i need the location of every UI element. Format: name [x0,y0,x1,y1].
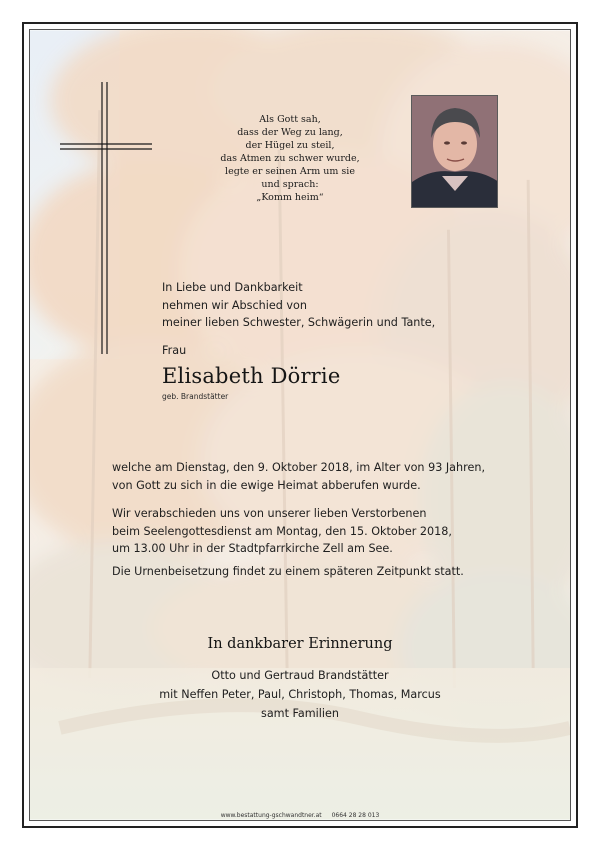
service-line: Wir verabschieden uns von unserer lieben Verstorbenen [112,507,427,520]
salutation: Frau [162,344,187,357]
footer-website-link[interactable]: www.bestattung-gschwandtner.at [220,812,322,819]
signers [0,666,600,723]
footer [0,812,600,819]
poem-line: das Atmen zu schwer wurde, [220,153,360,164]
passing-line: von Gott zu sich in die ewige Heimat abberufen wurde. [112,478,421,492]
urn-note: Die Urnenbeisetzung findet zu einem späteren Zeitpunkt statt. [112,565,464,578]
signer-line: Otto und Gertraud Brandstätter [211,669,389,682]
signer-line: samt Familien [261,707,339,720]
footer-phone: 0664 28 28 013 [331,812,380,819]
poem-line: der Hügel zu steil, [245,140,335,151]
portrait-photo [411,95,498,208]
passing-text [112,459,485,494]
service-text [112,505,452,558]
service-line: um 13.00 Uhr in der Stadtpfarrkirche Zell am See. [112,542,393,555]
passing-line: welche am Dienstag, den 9. Oktober 2018, im Alter von 93 Jahren, [112,461,485,474]
poem-line: Als Gott sah, [259,114,321,125]
signer-line: mit Neffen Peter, Paul, Christoph, Thomas, Marcus [159,688,441,701]
deceased-name: Elisabeth Dörrie [162,364,341,388]
service-line: beim Seelengottesdienst am Montag, den 15. Oktober 2018, [112,524,452,538]
intro-text [162,279,435,332]
intro-line: In Liebe und Dankbarkeit [162,281,303,294]
poem-line: legte er seinen Arm um sie [225,166,355,177]
poem-line: und sprach: [261,179,319,190]
intro-line: nehmen wir Abschied von [162,298,307,312]
poem-line: dass der Weg zu lang, [237,127,343,138]
birth-name: geb. Brandstätter [162,392,229,401]
intro-line: meiner lieben Schwester, Schwägerin und Tante, [162,316,436,329]
poem [190,113,390,204]
poem-line: „Komm heim“ [256,192,324,203]
closing-title: In dankbarer Erinnerung [207,636,393,652]
cross-icon [60,82,152,354]
